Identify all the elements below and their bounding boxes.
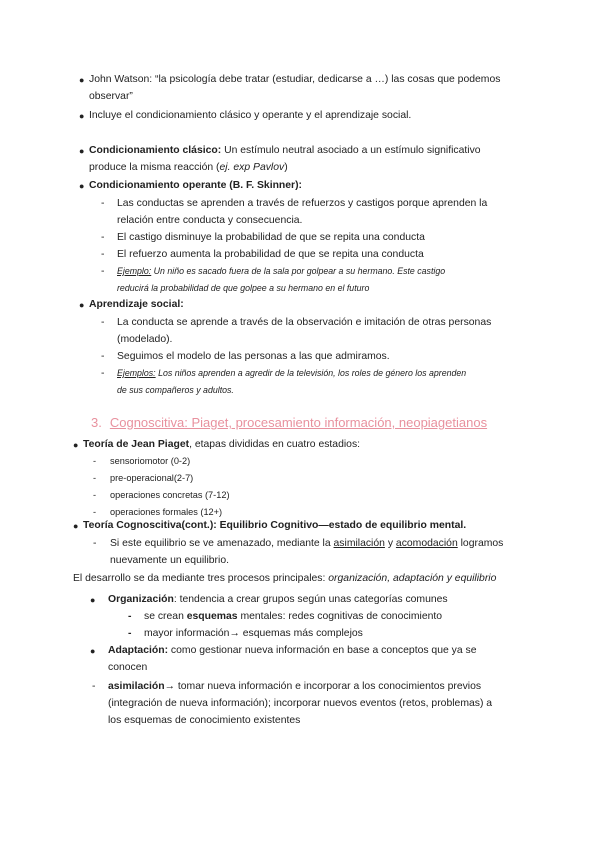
organizacion-sub-1c: mentales: redes cognitivas de conocimiento [237,611,443,622]
dash-icon: - [92,681,96,692]
cognitiva-item-line-1 [110,535,503,552]
social-example-text-1: Los niños aprenden a agredir de la televisión, los roles de género los aprenden [155,368,467,378]
clasico-line-2 [89,159,288,176]
organizacion-sub-2: mayor información→ esquemas más complejos [144,628,363,639]
section-3-number: 3. [91,415,102,430]
dash-icon: - [101,266,105,277]
dash-icon: - [101,317,105,328]
bullet-icon: ● [79,181,85,191]
dash-icon: - [93,538,97,549]
adaptacion-line-2: conocen [108,662,148,673]
asimilacion-term-bold: asimilación [108,681,165,692]
asimilacion-line-2: (integración de nueva información); incorporar nuevos eventos (retos, problemas) a [108,698,493,709]
adaptacion-term: Adaptación: [108,645,169,656]
social-example-1 [117,365,466,382]
operante-example-text-1: Un niño es sacado fuera de la sala por golpear a su hermano. Este castigo [151,266,446,276]
organizacion-line [108,591,448,608]
social-item-1a: La conducta se aprende a través de la observación e imitación de otras personas [117,317,492,328]
desarrollo-text: El desarrollo se da mediante tres procesos principales: [73,573,329,584]
dash-icon: - [128,611,132,622]
bullet-icon: ● [73,440,79,450]
bullet-icon: ● [73,521,79,531]
dash-icon: - [93,456,97,466]
adaptacion-text-1: como gestionar nueva información en base a conceptos que ya se [168,645,477,656]
organizacion-sub-1 [144,608,442,625]
acomodacion-term: acomodación [395,538,458,549]
operante-item-3: El refuerzo aumenta la probabilidad de que se repita una conducta [117,249,424,260]
dash-icon: - [101,232,105,243]
adaptacion-line-1 [108,642,477,659]
dash-icon: - [128,628,132,639]
operante-example-1 [117,263,445,280]
piaget-stage-2: pre-operacional(2-7) [110,473,194,483]
section-3-heading [91,414,487,431]
piaget-term: Teoría de Jean Piaget [83,439,190,450]
bullet-icon: ● [79,75,85,85]
operante-example-label: Ejemplo: [117,266,152,276]
operante-example-2: reducirá la probabilidad de que golpee a su hermano en el futuro [117,283,370,293]
clasico-text-2c: ) [284,162,288,173]
clasico-text-2a: produce la misma reacción ( [89,162,220,173]
esquemas-term: esquemas [186,611,238,622]
piaget-stage-3: operaciones concretas (7-12) [110,490,230,500]
social-item-2: Seguimos el modelo de las personas a las que admiramos. [117,351,390,362]
asimilacion-line-1 [108,678,481,695]
piaget-line [83,436,360,453]
bullet-icon: ● [90,646,96,656]
asimilacion-line-3: los esquemas de conocimiento existentes [108,715,301,726]
operante-term: Condicionamiento operante (B. F. Skinner): [89,180,303,191]
organizacion-sub-1a: se crean [144,611,187,622]
bullet-icon: ● [90,595,96,605]
cognitiva-item-a: Si este equilibrio se ve amenazado, mediante la [110,538,334,549]
clasico-example: ej. exp Pavlov [219,162,285,173]
piaget-stage-4: operaciones formales (12+) [110,507,223,517]
cognitiva-item-b: logramos [457,538,504,549]
dash-icon: - [101,368,105,379]
watson-line-2: observar” [89,91,133,102]
cognitiva-term: Teoría Cognoscitiva(cont.): Equilibrio Cognitivo—estado de equilibrio mental. [83,520,467,531]
clasico-term: Condicionamiento clásico: [89,145,222,156]
bullet-icon: ● [79,300,85,310]
social-item-1b: (modelado). [117,334,173,345]
dash-icon: - [93,473,97,483]
dash-icon: - [93,490,97,500]
social-example-label: Ejemplos: [117,368,156,378]
operante-item-1a: Las conductas se aprenden a través de refuerzos y castigos porque aprenden la [117,198,488,209]
asimilacion-term: asimilación [333,538,385,549]
section-3-title: Cognoscitiva: Piaget, procesamiento información, neopiagetianos [109,415,488,430]
organizacion-text: : tendencia a crear grupos según unas categorías comunes [173,594,448,605]
dash-icon: - [101,198,105,209]
cognitiva-item-line-2: nuevamente un equilibrio. [110,555,229,566]
cognitiva-y: y [384,538,396,549]
organizacion-term: Organización [108,594,174,605]
piaget-text: , etapas divididas en cuatro estadios: [189,439,361,450]
asimilacion-text-1: → tomar nueva información e incorporar a los conocimientos previos [164,681,482,692]
incluye-line: Incluye el condicionamiento clásico y operante y el aprendizaje social. [89,110,412,121]
social-term: Aprendizaje social: [89,299,184,310]
dash-icon: - [101,249,105,260]
operante-item-1b: relación entre conducta y consecuencia. [117,215,303,226]
desarrollo-processes: organización, adaptación y equilibrio [328,573,497,584]
bullet-icon: ● [79,111,85,121]
watson-line-1: John Watson: “la psicología debe tratar (estudiar, dedicarse a …) las cosas que podemos [89,74,501,85]
piaget-stage-1: sensoriomotor (0-2) [110,456,191,466]
dash-icon: - [101,351,105,362]
operante-item-2: El castigo disminuye la probabilidad de que se repita una conducta [117,232,425,243]
social-example-2: de sus compañeros y adultos. [117,385,234,395]
dash-icon: - [93,507,97,517]
bullet-icon: ● [79,146,85,156]
desarrollo-line [73,570,496,587]
clasico-text-1: Un estímulo neutral asociado a un estímulo significativo [221,145,481,156]
clasico-line-1 [89,142,481,159]
